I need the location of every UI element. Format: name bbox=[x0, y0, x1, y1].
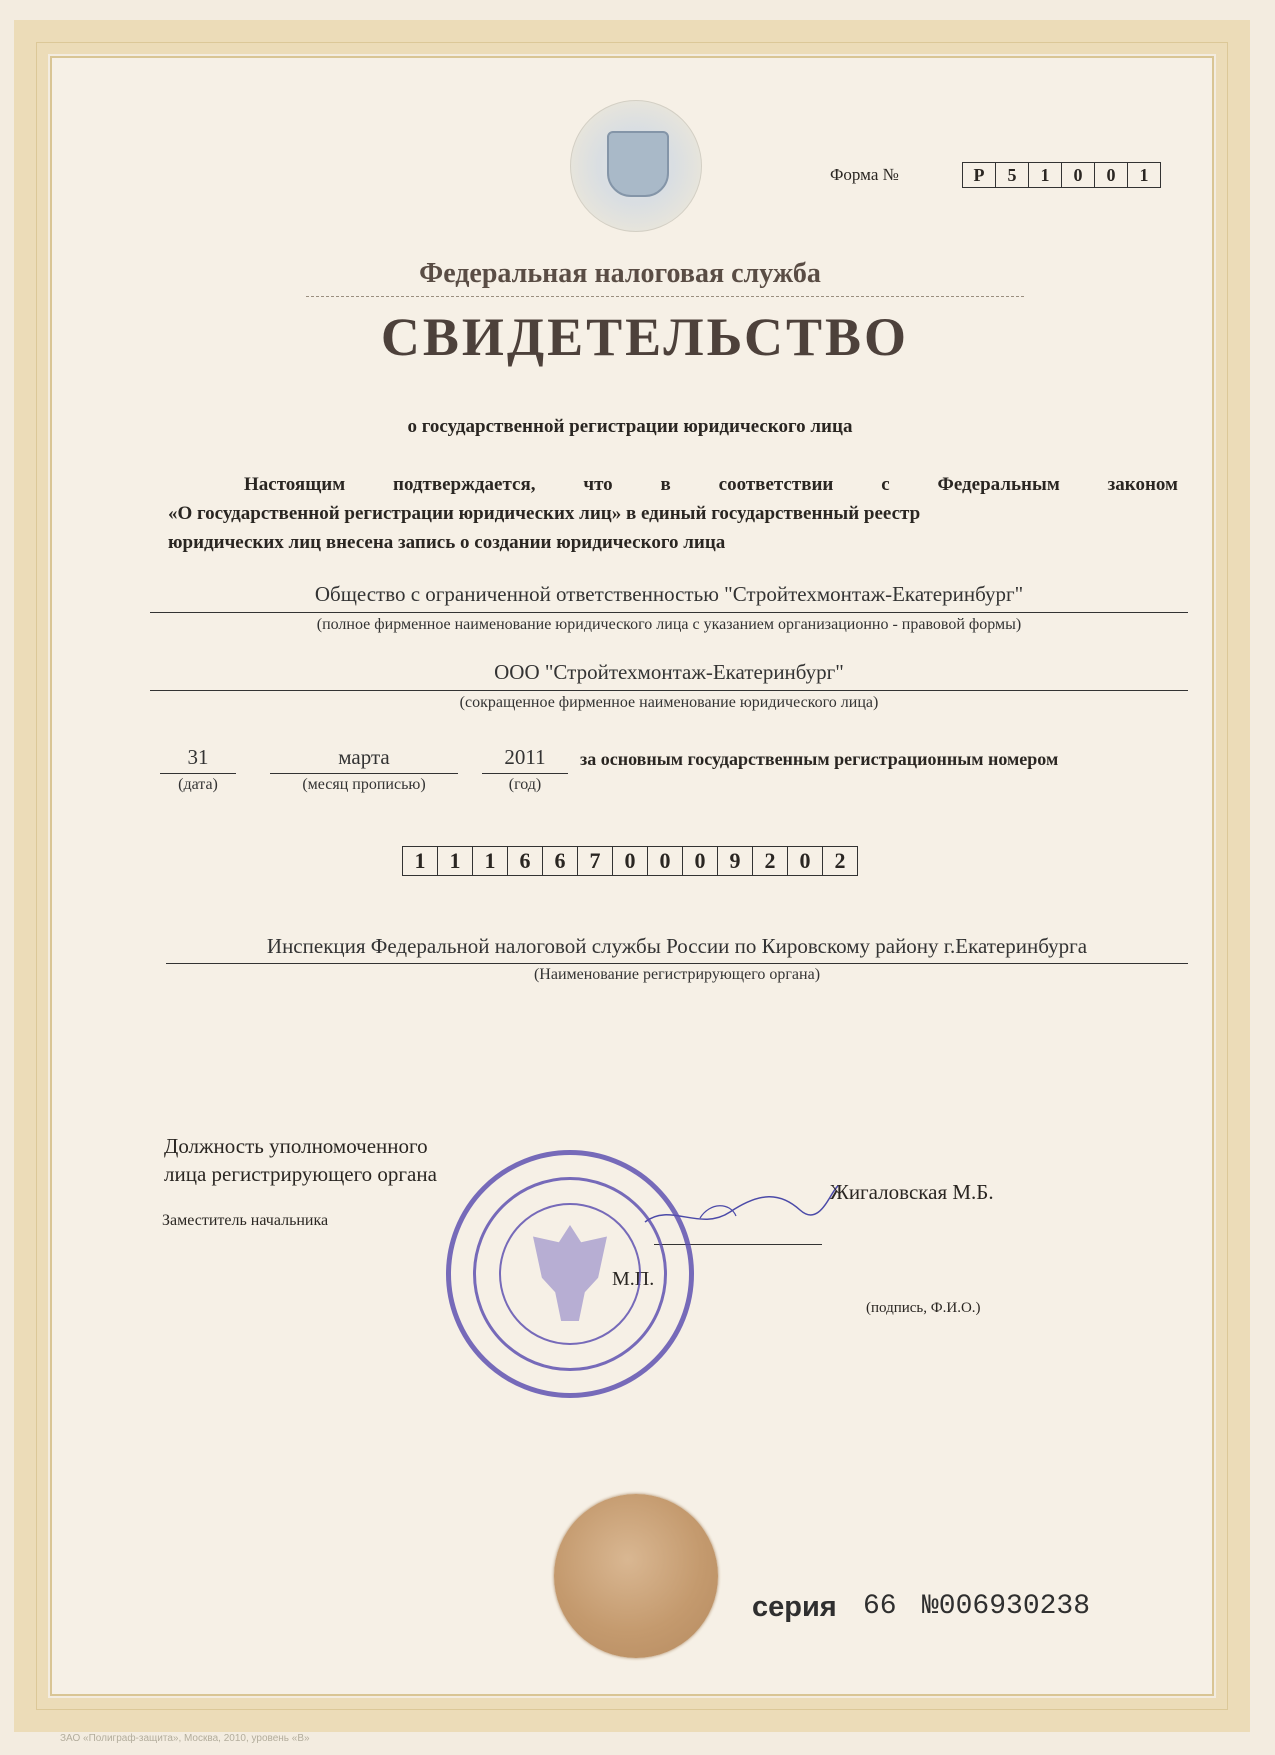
registering-authority-name: Инспекция Федеральной налоговой службы России по Кировскому району г.Екатеринбурга bbox=[266, 934, 1088, 958]
ogrn-digit: 0 bbox=[613, 847, 648, 875]
authority-heading: Федеральная налоговая служба bbox=[419, 258, 821, 289]
form-code-cell: Р bbox=[963, 163, 996, 187]
month-hint: (месяц прописью) bbox=[302, 776, 426, 793]
ogrn-digit: 2 bbox=[753, 847, 788, 875]
form-code-cell: 0 bbox=[1095, 163, 1128, 187]
ogrn-digit: 6 bbox=[543, 847, 578, 875]
ogrn-digit: 6 bbox=[508, 847, 543, 875]
registration-day: 31 bbox=[187, 745, 209, 769]
day-hint: (дата) bbox=[178, 776, 218, 793]
underline bbox=[166, 963, 1188, 964]
intro-line-3: юридических лиц внесена запись о создании юридического лица bbox=[168, 532, 726, 553]
form-label: Форма № bbox=[830, 165, 899, 184]
company-full-name: Общество с ограниченной ответственностью "Стройтехмонтаж-Екатеринбург" bbox=[314, 582, 1024, 606]
form-code bbox=[962, 162, 1161, 188]
form-code-cell: 1 bbox=[1029, 163, 1062, 187]
registration-month: марта bbox=[338, 745, 390, 769]
intro-line-2: «О государственной регистрации юридических лиц» в единый государственный реестр bbox=[168, 503, 921, 524]
coat-of-arms-icon bbox=[607, 131, 669, 197]
ogrn-digit: 2 bbox=[834, 848, 846, 873]
hologram-emblem-icon bbox=[570, 100, 702, 232]
signatory-position: Заместитель начальника bbox=[162, 1212, 329, 1229]
year-hint: (год) bbox=[508, 776, 542, 793]
form-code-cell: 0 bbox=[1062, 163, 1095, 187]
underline bbox=[270, 773, 458, 774]
ogrn-digit: 1 bbox=[403, 847, 438, 875]
ogrn-number bbox=[402, 846, 858, 876]
intro-line-1: Настоящим подтверждается, что в соответствии с Федеральным законом bbox=[244, 474, 1178, 495]
registration-year: 2011 bbox=[504, 745, 546, 769]
company-short-name-hint: (сокращенное фирменное наименование юридического лица) bbox=[459, 694, 879, 711]
stamp-place-label: М.П. bbox=[612, 1268, 655, 1290]
embossed-seal-icon bbox=[554, 1494, 718, 1658]
underline bbox=[160, 773, 236, 774]
form-code-cell: 1 bbox=[1139, 164, 1149, 185]
document-subtitle: о государственной регистрации юридического лица bbox=[407, 416, 853, 437]
official-stamp bbox=[446, 1150, 694, 1398]
ogrn-digit: 0 bbox=[788, 847, 823, 875]
ogrn-digit: 1 bbox=[438, 847, 473, 875]
underline bbox=[150, 612, 1188, 613]
series-value: 66 bbox=[863, 1591, 897, 1622]
heading-rule bbox=[306, 296, 1024, 297]
ogrn-digit: 9 bbox=[718, 847, 753, 875]
signatory-position-label-1: Должность уполномоченного bbox=[164, 1134, 428, 1158]
company-full-name-hint: (полное фирменное наименование юридического лица с указанием организационно - правовой формы) bbox=[316, 616, 1022, 633]
printer-note: ЗАО «Полиграф-защита», Москва, 2010, уровень «В» bbox=[60, 1733, 310, 1744]
document-title: СВИДЕТЕЛЬСТВО bbox=[380, 307, 910, 367]
registering-authority-hint: (Наименование регистрирующего органа) bbox=[533, 966, 821, 983]
ogrn-digit: 1 bbox=[473, 847, 508, 875]
underline bbox=[482, 773, 568, 774]
form-code-cell: 5 bbox=[996, 163, 1029, 187]
ogrn-digit: 0 bbox=[648, 847, 683, 875]
ogrn-label: за основным государственным регистрационным номером bbox=[580, 749, 1059, 769]
certificate-field bbox=[52, 58, 1212, 1694]
signatory-position-label-2: лица регистрирующего органа bbox=[164, 1162, 437, 1186]
series-label: серия bbox=[752, 1591, 837, 1623]
ogrn-digit: 7 bbox=[578, 847, 613, 875]
signatory-name: Жигаловская М.Б. bbox=[830, 1180, 994, 1204]
underline bbox=[150, 690, 1188, 691]
ogrn-digit: 0 bbox=[683, 847, 718, 875]
signature-hint: (подпись, Ф.И.О.) bbox=[866, 1300, 981, 1316]
company-short-name: ООО "Стройтехмонтаж-Екатеринбург" bbox=[494, 660, 844, 684]
serial-number: №006930238 bbox=[922, 1591, 1091, 1622]
